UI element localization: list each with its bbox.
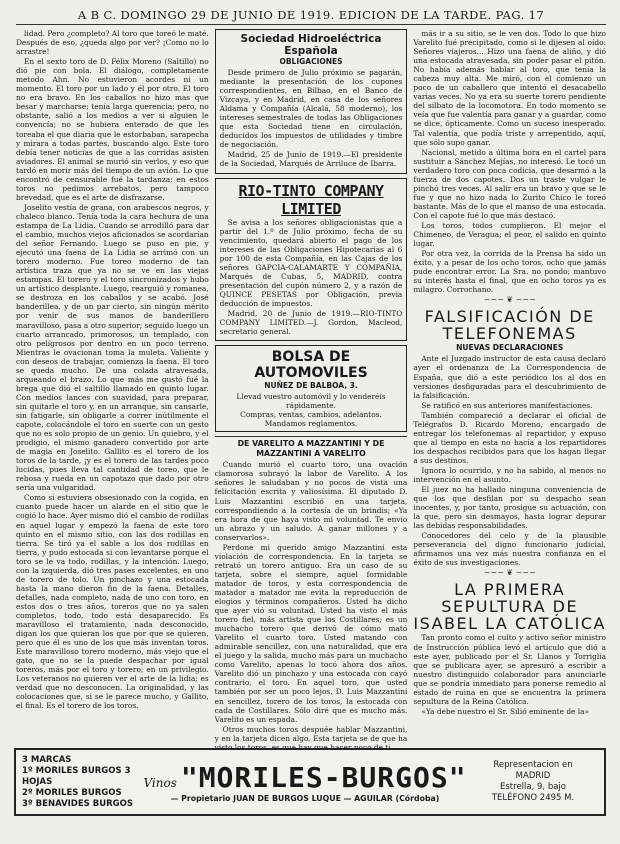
article-paragraph: Cuando murió el cuarto toro, una ovación clamorosa subrayó la labor de Varelito. A los señores le saludaban y no pocos de vista una felicitación escrita y valiosísima. El diputado D. Luis Mazzantini escribió en una tarjeta, correspondiendo a la cortesía de un brindis; «Ya era hora de que haya visto mi voluntad. Te envío un abrazo y un saludo. A ganar millones y a conservarlos».	[214, 460, 408, 542]
col3-paragraph: Se ratificó en sus anteriores manifestaciones.	[421, 400, 593, 410]
col3-paragraph: «Ya debe nuestro el Sr. Silió eminente de la»	[421, 706, 590, 716]
notice-title: Sociedad Hidroeléctrica Española	[240, 33, 382, 57]
ad-bolsa-automoviles	[215, 345, 408, 432]
ad-contact	[468, 760, 598, 804]
ad-brands-title: 3 MARCAS	[22, 754, 72, 765]
col3-paragraph: También compareció a declarar el oficial de Telégrafos D. Ricardo Moreno, encargado de entregar los telefonemas al repartidor, y expuso que al tiempo en esta no hacía a los repartidores los despachos recibidos para que los hagan llegar a sus destinos.	[413, 410, 607, 465]
ornament-divider: ~~~ ❦ ~~~	[483, 568, 536, 578]
col1-paragraph: En el sexto toro de D. Félix Moreno (Saltillo) no dió pie con bola. El diálogo, completamente metodo Ahn. No estuvieron acordes ni un momento. El toro por un lado y él por otro. El toro no era bravo. En los caballos no hizo mas que besar y marcharse; tenía larga querencia; pero, no obstante, salió a los medios a ver si alguien le convencía; no se hubiera enterado de que les toreaba el que diaria que le estorbaban, sarapecha y mirara a todas partes, buscando algo. Este toro debía tener noticias de que a las corridas asisten aviadores. El animal se murió sin verlos, y eso que tardó en morir más del tiempo de un avión. Lo que encontró de censurable fué la tardanza; en estos toros no pedimos arrebatos, pero tampoco brevedad, que es el arte de disfrazarse.	[16, 57, 209, 202]
ad-line: Llevad vuestro automóvil y lo venderéis rápidamente.	[236, 392, 386, 411]
ornament-divider: ~~~ ❦ ~~~	[483, 295, 536, 305]
section-subheadline: NUEVAS DECLARACIONES	[456, 343, 564, 353]
ad-brand-line: 2º MORILES BURGOS	[22, 787, 122, 798]
col3-paragraph: más ir a su sitio, se le ven dos. Todo lo que hizo Varelito fué precipitado, como si le dijesen al oído: Señores viajeros... Hizo una faena de aliño, y dió una estocada atravesada, sin poder pasar el pitón. No había además hablar al toro, que tenía la cabeza muy alta. Me miró, con el comienzo un poco de un caballero que intentó el desacabello varias veces. No ya era su suerte torero pendiente del silbato de la locomotora. En todo momento se veía que fue valentía para ganar y a guardar, como se dice, ópticamente. Como un suceso inesperado. Tal valentía, que podía triste y arrepentido, aquí, que sólo supo ganar.	[413, 29, 607, 147]
article-paragraph: Perdone mi querido amigo Mazzantini esta violación de correspondencia. En la tarjeta se retrató un torero antiguo. Era un caso de su tarjeta, sobre el siempre, aquel formidable matador de toros, y esta correspondencia de matador a matador me evita la reproducción de elogios y términos compañeros. Usted ha dicho que ayer vió su voluntad. Usted ha visto el más torero fiel, más artista que los Costillares; es un muchacho torero que derivó de cómo mató Varelito el cuarto toro. Usted matando con admirable sencillez, con una naturalidad, que era el juego y la salida, mucho más para un muchacho como Varelito, apenas lo tocó ahora dos años. Varelito dió un pinchazo y una estocada con cayó contrario, el toro. En aquel toro, que usted también por ser un poco lejos, D. Luis Mazzantini en sencillez, torero de los toros, la estocada con cada de Costillares. Sólo diré que es mucho más. Varelito es un espada.	[214, 542, 408, 724]
notice-body: Desde primero de Julio próximo se pagarán, mediante la presentación de los cupones correspondientes, en Bilbao, en el Banco de Vizcaya, y en Madrid, en casa de los señores Aldama y Compañía (Alcalá, 58 moderno), los intereses semestrales de todas las Obligaciones que esta Sociedad tiene en circulación, deducidos los impuestos de utilidades y timbre de negociación.	[219, 68, 403, 150]
notice-title: RIO-TINTO COMPANY LIMITED	[238, 181, 384, 218]
col3-paragraph: Conocedores del celo y de la plausible perseverancia del digno funcionario judicial, afirmamos una vez más nuestra confianza en el éxito de sus investigaciones.	[413, 531, 607, 568]
ad-brand-line: 3º BENAVIDES BURGOS	[22, 798, 134, 809]
notice-signature: Madrid, 20 de Junio de 1919.—RIO-TINTO COMPANY LIMITED.—J. Gordon, Macleod, secretario general.	[219, 308, 403, 337]
notice-hidroelectrica	[215, 29, 408, 174]
notice-subtitle: OBLIGACIONES	[279, 57, 343, 66]
ad-line: Compras, ventas, cambios, adelantos. Mandamos reglamentos.	[240, 410, 382, 429]
column-2	[215, 29, 408, 747]
article-paragraph: Otros muchos toros despuée hablar Mazzantini, y en la tarjeta dicen algo. Esta tarjeta se de que ha	[214, 724, 408, 743]
col3-paragraph: Los toros, todos cumplieron. El mejor el Chimeneo, de Veragua; el peor, el salido en quinto lugar.	[413, 220, 607, 249]
section-headline: LA PRIMERA SEPULTURA DE ISABEL LA CATÓLICA	[413, 580, 606, 634]
section-headline: FALSIFICACIÓN DE TELEFONEMAS	[424, 307, 595, 344]
col3-paragraph: Tan pronto como el culto y activo señor ministro de Instrucción pública levó el artículo que dió a este ayer, publicado por el Sr. Llanos y Torriglia que se publicara ayer, se apresuró a escribir a nuestro distinguido colaborador para anunciarle que se pondría inmediato para ponerse remedio al estado de ruina en que se encuentra la primera sepultura de la Reina Católica.	[413, 633, 607, 706]
ad-brand-line: 1º MORILES BURGOS 3 HOJAS	[22, 765, 131, 787]
ad-moriles-burgos	[14, 748, 606, 816]
ad-vinos-label: Vinos	[143, 775, 177, 790]
col1-paragraph: Joselito vestía de grana, con arabescos negros, y chaleco blanco. Tenía toda la cara hechura de una estampa de La Lidia. Cuando se arrodilló para dar el cambio, muchos viejos aficionados se acordarían del señor Fernando. Luego se puso en pie, y ejecutó una faena de La Lidia se arrimó con un torero moderno. Fue toreo moderno de tan artística traza que ya no se ve en las viejas estampas. El torero y el toro sincronizados y hubo un artístico desplante. Luego, rearguió y romanea, se destroza en los caballos y se acabó. José banderillea, y de un par cierto, sin ningún mérito por venir de sus manos de banderillero maravilloso, pasa a otro superior; seguido luego un cuarto arrancado, primorosos, un templado, con otro pelígrosos por dentro en un poco terreno. Mientras le ovacionan toma la muleta. Valiente y con deseos de trabajar, comienza la faena. El toro se queda mucho. De una colada atravesada, arqueando el brazo. Lo que más me gustó fué la brega que dió el saltillo llamado en quinto lugar. Con medios lances con suavidad, para preparar, sin quitarle el toro y, en un arranque, sin cansarle, sin fatigarle, sin obligarle a correr inútilmente el capote, colocándole el toro en suerte con un gesto que no es solo propio de un genio. Un quiebro, y el prodigio, el mismo ganadero convertido por arte de magia en Joselito. Gallito es el torero de los toros de la tarde, ¡y es el torero de las tardes poco lucidas, pues lleva tal cantidad de toreo, que le rebosa y rueda en un capotazo que dado por otro sería una vulgaridad.	[16, 202, 209, 493]
ad-contact-line: Estrella, 9, bajo	[500, 782, 566, 792]
ad-brand-name: "MORILES-BURGOS"	[180, 760, 467, 794]
ad-contact-line: MADRID	[515, 771, 551, 781]
ad-title: BOLSA DE AUTOMOVILES	[254, 349, 368, 382]
ad-brands-list	[22, 755, 142, 810]
page-masthead: A B C. DOMINGO 29 DE JUNIO DE 1919. EDICION DE LA TARDE. PAG. 17	[16, 8, 606, 25]
col3-paragraph: Ante el Juzgado instructor de esta causa declaró ayer el ordenanza de La Correspondencia de España, que dió a este periódico los al dos en versiones desfiguradas para el descubrimiento de la falsificación.	[413, 354, 607, 400]
notice-rio-tinto	[215, 178, 408, 342]
col1-paragraph: Como si estuviera obsesionado con la cogida, en cuanto puede hacer un alarde en el sitio que le cogió lo hace. Ayer mismo dió el cambio de rodillas en aquel lugar y empezó la faena de este toro quinto en el mismo sitio, con las dos rodillas en tierra. Se tiró ya el sable a los dos rodillas en tierra, y pudo estocada si con levantarse porque el toro se le va todo, rodillas, y la intención. Luego, con la izquierda, dió tres pases excelentes, en uno de torero de tolo. Un pinchazo y una estocada hasta la mano dieron fin de la faena. Detalles, detalles, nada completo, nada de uno con toro, en estos dos o tres años, toreros que no ya salen completos, todo, todo está desaparecido. Es maravilloso el tratamiento, nada desconocido, digan los que quieran los que por que se quieren, pero que él es uno de los que más inventan toros. Este maravilloso torero moderno, más viejo que el gato, que no se la puede despachar por igual toreros, más por el toro y torero; en un privilegio. Los veteranos no quieren ver el arte de la lidia; es verdad que no desconocen. La originalidad, y las colocaciones que, si se le parece mucho, y Gallito, el final. Es el torero de los toros.	[16, 493, 209, 711]
col3-paragraph: El juez no ha hallado ninguna conveniencia de que los que desfilan por su despacho sean inocentes, y, por tanto, prosigue su actuación, con la que, pero sin desmayos, hasta lograr depurar las debidas responsabilidades.	[413, 485, 607, 531]
notice-body: Se avisa a los señores obligacionistas que a partir del 1.º de Julio próximo, fecha de su vencimiento, quedará abierto el pago de los intereses de las Obligaciones Hipotecarias al 6 por 100 de esta Compañía, en las Cajas de los señores GAPCIA-CALAMARTE Y COMPAÑIA, Marqués de Cubas, 5, MADRID, contra presentación del cupón número 2, y a razón de QUINCE PESETAS por Obligación, previa deducción de impuestos.	[219, 217, 403, 308]
column-1	[16, 29, 209, 747]
column-3	[413, 29, 606, 747]
ad-address: NUÑEZ DE BALBOA, 3.	[264, 381, 358, 391]
ad-brand-block	[142, 762, 468, 803]
col3-paragraph: Por otra vez, la corrida de la Prensa ha sido un éxito, y a pesar de los ocho toros, ocho que jamás pude encontrar error. La Sra. no pondo; mantuvo su interés hasta el final, que en ocho toros ya es milagro. Corrochano.	[413, 249, 607, 295]
col1-paragraph: lidad. Pero ¿completo? Al toro que toreó le maté. Después de eso, ¿queda algo por ver? ¡Como no lo arrastre!	[16, 29, 209, 57]
notice-signature: Madrid, 25 de Junio de 1919.—El presidente de la Sociedad, Marqués de Arriluce de Ibarra.	[219, 150, 403, 169]
col3-paragraph: Ignora lo ocurrido, y no ha sabido, al menos no intervención en el asunto.	[413, 465, 607, 485]
article-headline: DE VARELITO A MAZZANTINI Y DE MAZZANTINI A VARELITO	[215, 436, 408, 458]
ad-owner-line: — Propietario JUAN DE BURGOS LUQUE — AGUILAR (Córdoba)	[170, 793, 440, 803]
col3-paragraph: Nacional, metido a última hora en el cartel para sustituir a Sánchez Mejías, no interesó. Le tocó un verdadero toro con poca codicia, que desarmó a la fuerza de dos capotes. Dos un traste vulgar le pinchó tres veces. Al salir era un bravo y que se le fue y que no hizo nada lo Zurito Chico le toreó bastante. Más de lo que el manso de una estocada. Con el capote fué lo que más destacó.	[413, 147, 607, 220]
ad-contact-line: Representacion en	[493, 760, 573, 770]
ad-contact-line: TELÉFONO 2495 M.	[491, 793, 575, 803]
columns	[16, 29, 606, 747]
